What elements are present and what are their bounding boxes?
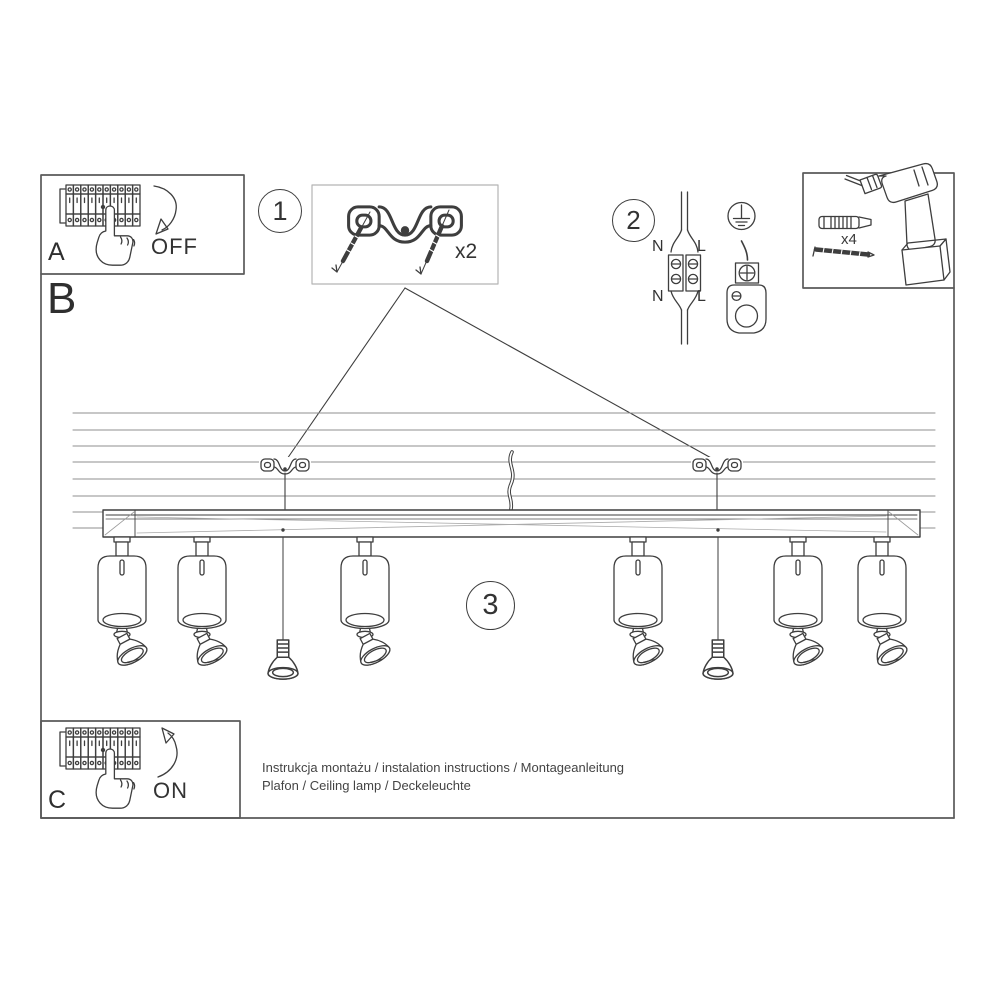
spotlight-6 [858,537,910,669]
step2-figure [669,192,767,344]
terminal-block-icon [669,255,701,291]
off-label: OFF [151,234,198,259]
fixing-screw-right [703,537,733,679]
turn-off-arrow-icon [154,186,176,234]
spotlight-5 [774,537,826,669]
pointing-hand-icon [96,206,134,265]
tools-box [803,164,954,288]
screw-quantity-label: x4 [841,231,857,248]
step-3-number: 3 [482,589,499,621]
on-label: ON [153,778,188,803]
footer-product-line: Plafon / Ceiling lamp / Deckeleuchte [262,778,471,793]
pointing-hand-icon [96,749,134,808]
spotlight-4 [614,537,666,669]
footer-title-line: Instrukcja montażu / instalation instructions / Montageanleitung [262,760,625,775]
circuit-breaker-icon [60,728,140,769]
ceiling-bracket-right [691,457,743,475]
panel-a [41,175,244,274]
section-b-frame [41,274,954,818]
circuit-breaker-icon [60,185,140,226]
wire-label-n-bottom: N [652,288,664,305]
ground-terminal-icon [727,241,766,333]
step1-figure [312,185,498,284]
bracket-rail-links [285,473,717,509]
bracket-quantity-label: x2 [455,240,478,263]
mounting-bracket-icon [344,202,466,244]
panel-c [41,721,240,818]
spotlight-1 [98,537,150,669]
turn-on-arrow-icon [158,728,177,777]
wire-label-l-top: L [697,238,706,255]
panel-c-label: C [48,786,67,814]
drill-icon [845,164,950,285]
step-2-badge [612,199,655,242]
panel-a-label: A [48,238,65,266]
wall-plug-icon [819,217,871,229]
wire-label-l-bottom: L [697,288,706,305]
wire-label-n-top: N [652,238,664,255]
lamp-rail [103,510,920,537]
step-1-number: 1 [272,195,288,226]
power-cable-icon [509,452,513,509]
spotlight-2 [178,537,230,669]
wire-split-icon [671,192,698,252]
ground-symbol-icon [728,203,755,230]
step-2-number: 2 [626,205,641,235]
ceiling-bracket-left [259,457,311,475]
bracket-pointer-lines [287,288,713,459]
spotlight-3 [341,537,393,669]
wire-merge-icon [671,291,698,344]
fixing-screw-left [268,537,298,679]
mounting-screw-icon [813,247,874,257]
step-3-badge [466,581,515,630]
step-1-badge [258,189,302,233]
section-b-label: B [47,274,77,323]
